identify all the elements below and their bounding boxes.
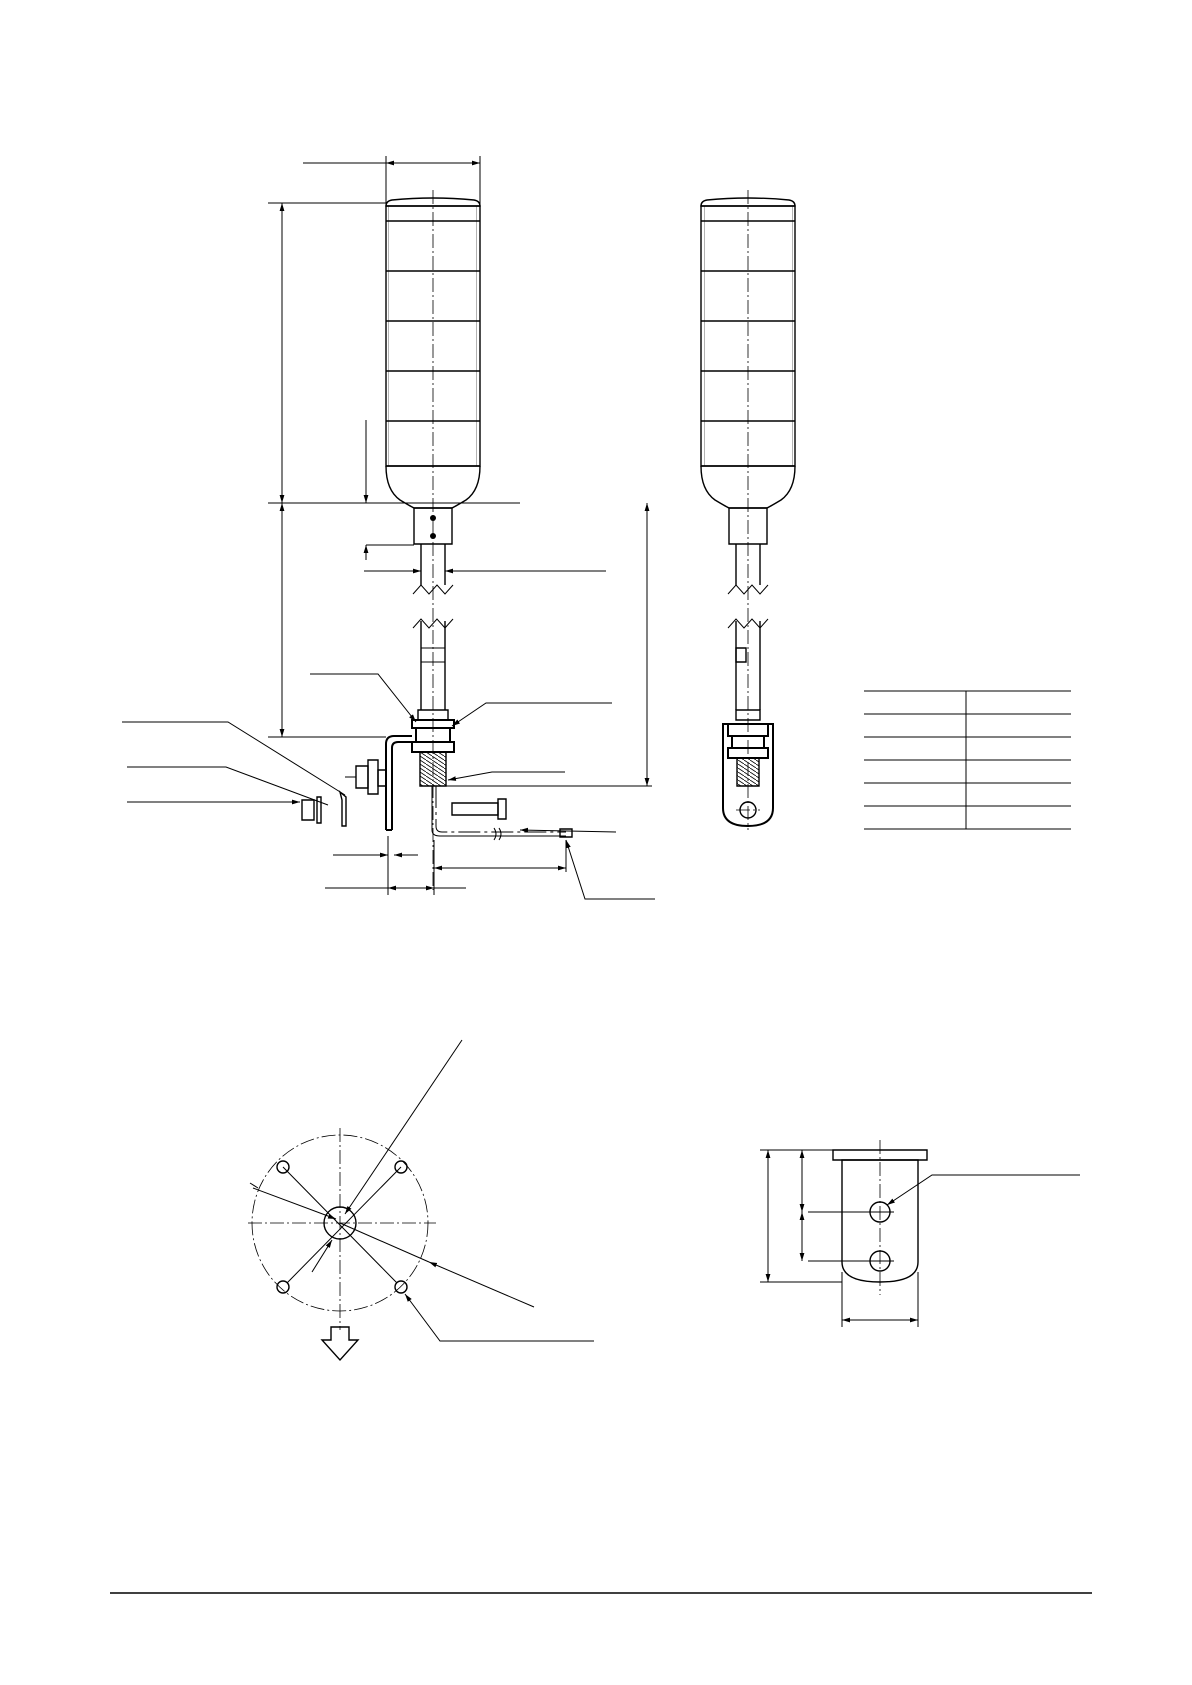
top-width-dimension <box>303 156 480 205</box>
ground-screw-and-cable <box>432 786 572 840</box>
bracket-end-view <box>760 1140 1080 1327</box>
right-height-dimension <box>446 503 652 786</box>
specification-table <box>864 691 1071 829</box>
mounting-hole-plan-view <box>248 1040 594 1360</box>
height-dimensions <box>268 203 520 737</box>
bottom-dimensions <box>325 836 566 895</box>
down-direction-arrow-icon <box>322 1327 358 1360</box>
front-elevation-view <box>122 156 655 899</box>
hardware-parts <box>302 760 386 826</box>
mount-fitting <box>386 710 454 830</box>
side-elevation-view <box>701 190 795 830</box>
